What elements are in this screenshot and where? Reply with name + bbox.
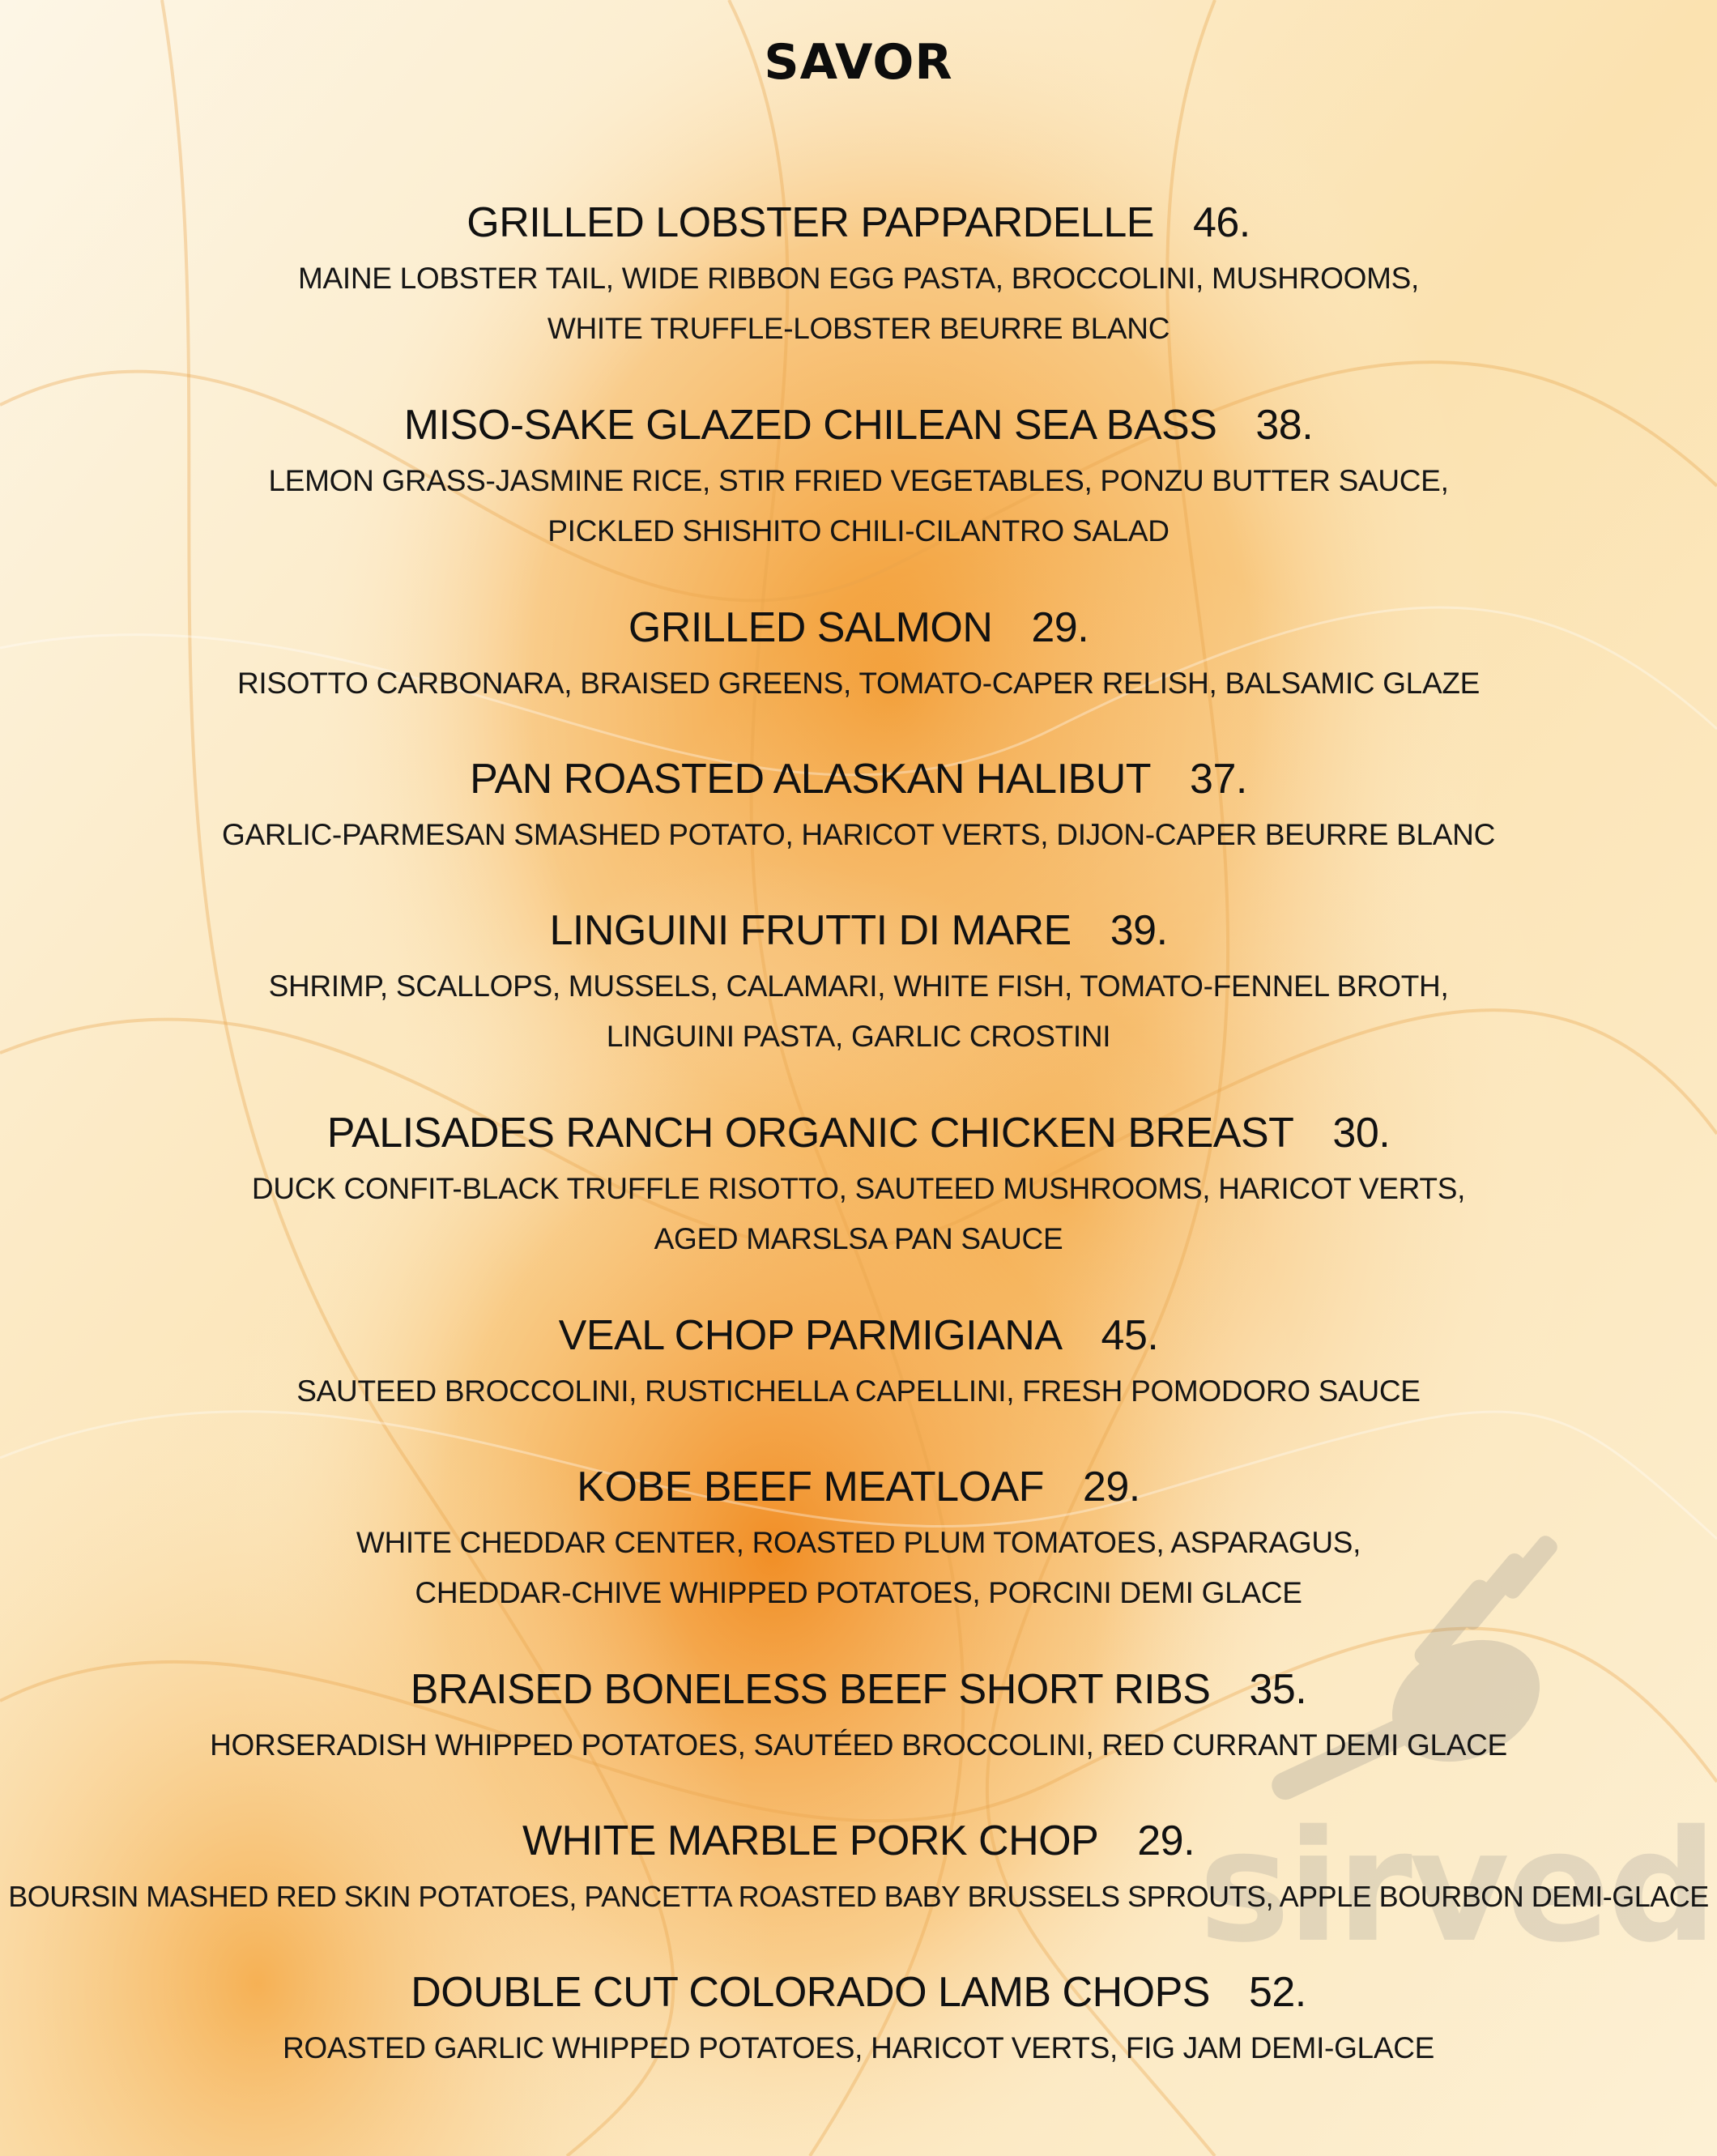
menu-item-desc-line: AGED MARSLSA PAN SAUCE: [654, 1222, 1063, 1255]
menu-item-desc-line: ROASTED GARLIC WHIPPED POTATOES, HARICOT VERTS, FIG JAM DEMI-GLACE: [282, 2031, 1435, 2064]
menu-item-name: VEAL CHOP PARMIGIANA: [558, 1312, 1063, 1359]
menu-item-price: 52.: [1248, 1969, 1306, 2016]
menu-item-desc-line: WHITE CHEDDAR CENTER, ROASTED PLUM TOMATOES, ASPARAGUS,: [356, 1526, 1361, 1559]
menu-item: [0, 906, 1717, 1062]
menu-item-price: 38.: [1255, 402, 1314, 449]
menu-item-price: 45.: [1101, 1312, 1159, 1359]
menu-item-desc-line: SAUTEED BROCCOLINI, RUSTICHELLA CAPELLINI, FRESH POMODORO SAUCE: [296, 1374, 1421, 1408]
menu-item-desc-line: MAINE LOBSTER TAIL, WIDE RIBBON EGG PASTA, BROCCOLINI, MUSHROOMS,: [298, 262, 1419, 295]
menu-item-desc-line: LINGUINI PASTA, GARLIC CROSTINI: [606, 1020, 1111, 1053]
menu-item: [0, 755, 1717, 860]
menu-item-desc-line: CHEDDAR-CHIVE WHIPPED POTATOES, PORCINI DEMI GLACE: [415, 1576, 1302, 1609]
menu-item-name: LINGUINI FRUTTI DI MARE: [549, 907, 1072, 954]
menu-item: [0, 401, 1717, 556]
menu-item-desc-line: DUCK CONFIT-BLACK TRUFFLE RISOTTO, SAUTEED MUSHROOMS, HARICOT VERTS,: [251, 1172, 1466, 1205]
menu-item: [0, 198, 1717, 354]
menu-item-name: GRILLED LOBSTER PAPPARDELLE: [467, 199, 1154, 246]
menu-item-name: PALISADES RANCH ORGANIC CHICKEN BREAST: [326, 1110, 1294, 1157]
menu-item-name: BRAISED BONELESS BEEF SHORT RIBS: [410, 1666, 1211, 1713]
menu-item-name: GRILLED SALMON: [628, 604, 993, 651]
menu-item-desc-line: BOURSIN MASHED RED SKIN POTATOES, PANCETTA ROASTED BABY BRUSSELS SPROUTS, APPLE BOURBON DEMI-GLACE: [8, 1880, 1709, 1913]
menu-item: [0, 1463, 1717, 1618]
menu-item-name: WHITE MARBLE PORK CHOP: [522, 1817, 1099, 1864]
menu-item-name: KOBE BEEF MEATLOAF: [577, 1464, 1044, 1510]
menu-item-desc-line: SHRIMP, SCALLOPS, MUSSELS, CALAMARI, WHITE FISH, TOMATO-FENNEL BROTH,: [268, 969, 1449, 1003]
menu-item-price: 29.: [1031, 604, 1089, 651]
menu-item-desc-line: PICKLED SHISHITO CHILI-CILANTRO SALAD: [547, 514, 1170, 548]
sirved-watermark-text: sirved: [1199, 1797, 1715, 1976]
menu-item-desc-line: WHITE TRUFFLE-LOBSTER BEURRE BLANC: [547, 312, 1170, 345]
menu-item-desc-line: RISOTTO CARBONARA, BRAISED GREENS, TOMATO-CAPER RELISH, BALSAMIC GLAZE: [236, 667, 1481, 700]
menu-item-desc-line: GARLIC-PARMESAN SMASHED POTATO, HARICOT VERTS, DIJON-CAPER BEURRE BLANC: [221, 818, 1496, 851]
menu-item-price: 39.: [1110, 907, 1168, 954]
menu-item: [0, 1968, 1717, 2073]
menu-item-price: 35.: [1249, 1666, 1307, 1713]
menu-item: [0, 603, 1717, 709]
menu-item: [0, 1311, 1717, 1417]
menu-item-name: DOUBLE CUT COLORADO LAMB CHOPS: [411, 1969, 1210, 2016]
menu-item-name: PAN ROASTED ALASKAN HALIBUT: [470, 756, 1152, 803]
menu-item-price: 29.: [1082, 1464, 1140, 1510]
menu-item: [0, 1109, 1717, 1264]
menu-item: [0, 1817, 1717, 1922]
menu-item-price: 30.: [1332, 1110, 1391, 1157]
menu-item-desc-line: LEMON GRASS-JASMINE RICE, STIR FRIED VEGETABLES, PONZU BUTTER SAUCE,: [268, 464, 1449, 497]
menu-item-price: 46.: [1192, 199, 1250, 246]
menu-item-price: 29.: [1137, 1817, 1195, 1864]
menu-item: [0, 1665, 1717, 1770]
menu-item-price: 37.: [1190, 756, 1247, 803]
menu-item-desc-line: HORSERADISH WHIPPED POTATOES, SAUTÉED BROCCOLINI, RED CURRANT DEMI GLACE: [210, 1728, 1507, 1762]
menu-item-name: MISO-SAKE GLAZED CHILEAN SEA BASS: [403, 402, 1217, 449]
menu-title: SAVOR: [764, 34, 953, 91]
